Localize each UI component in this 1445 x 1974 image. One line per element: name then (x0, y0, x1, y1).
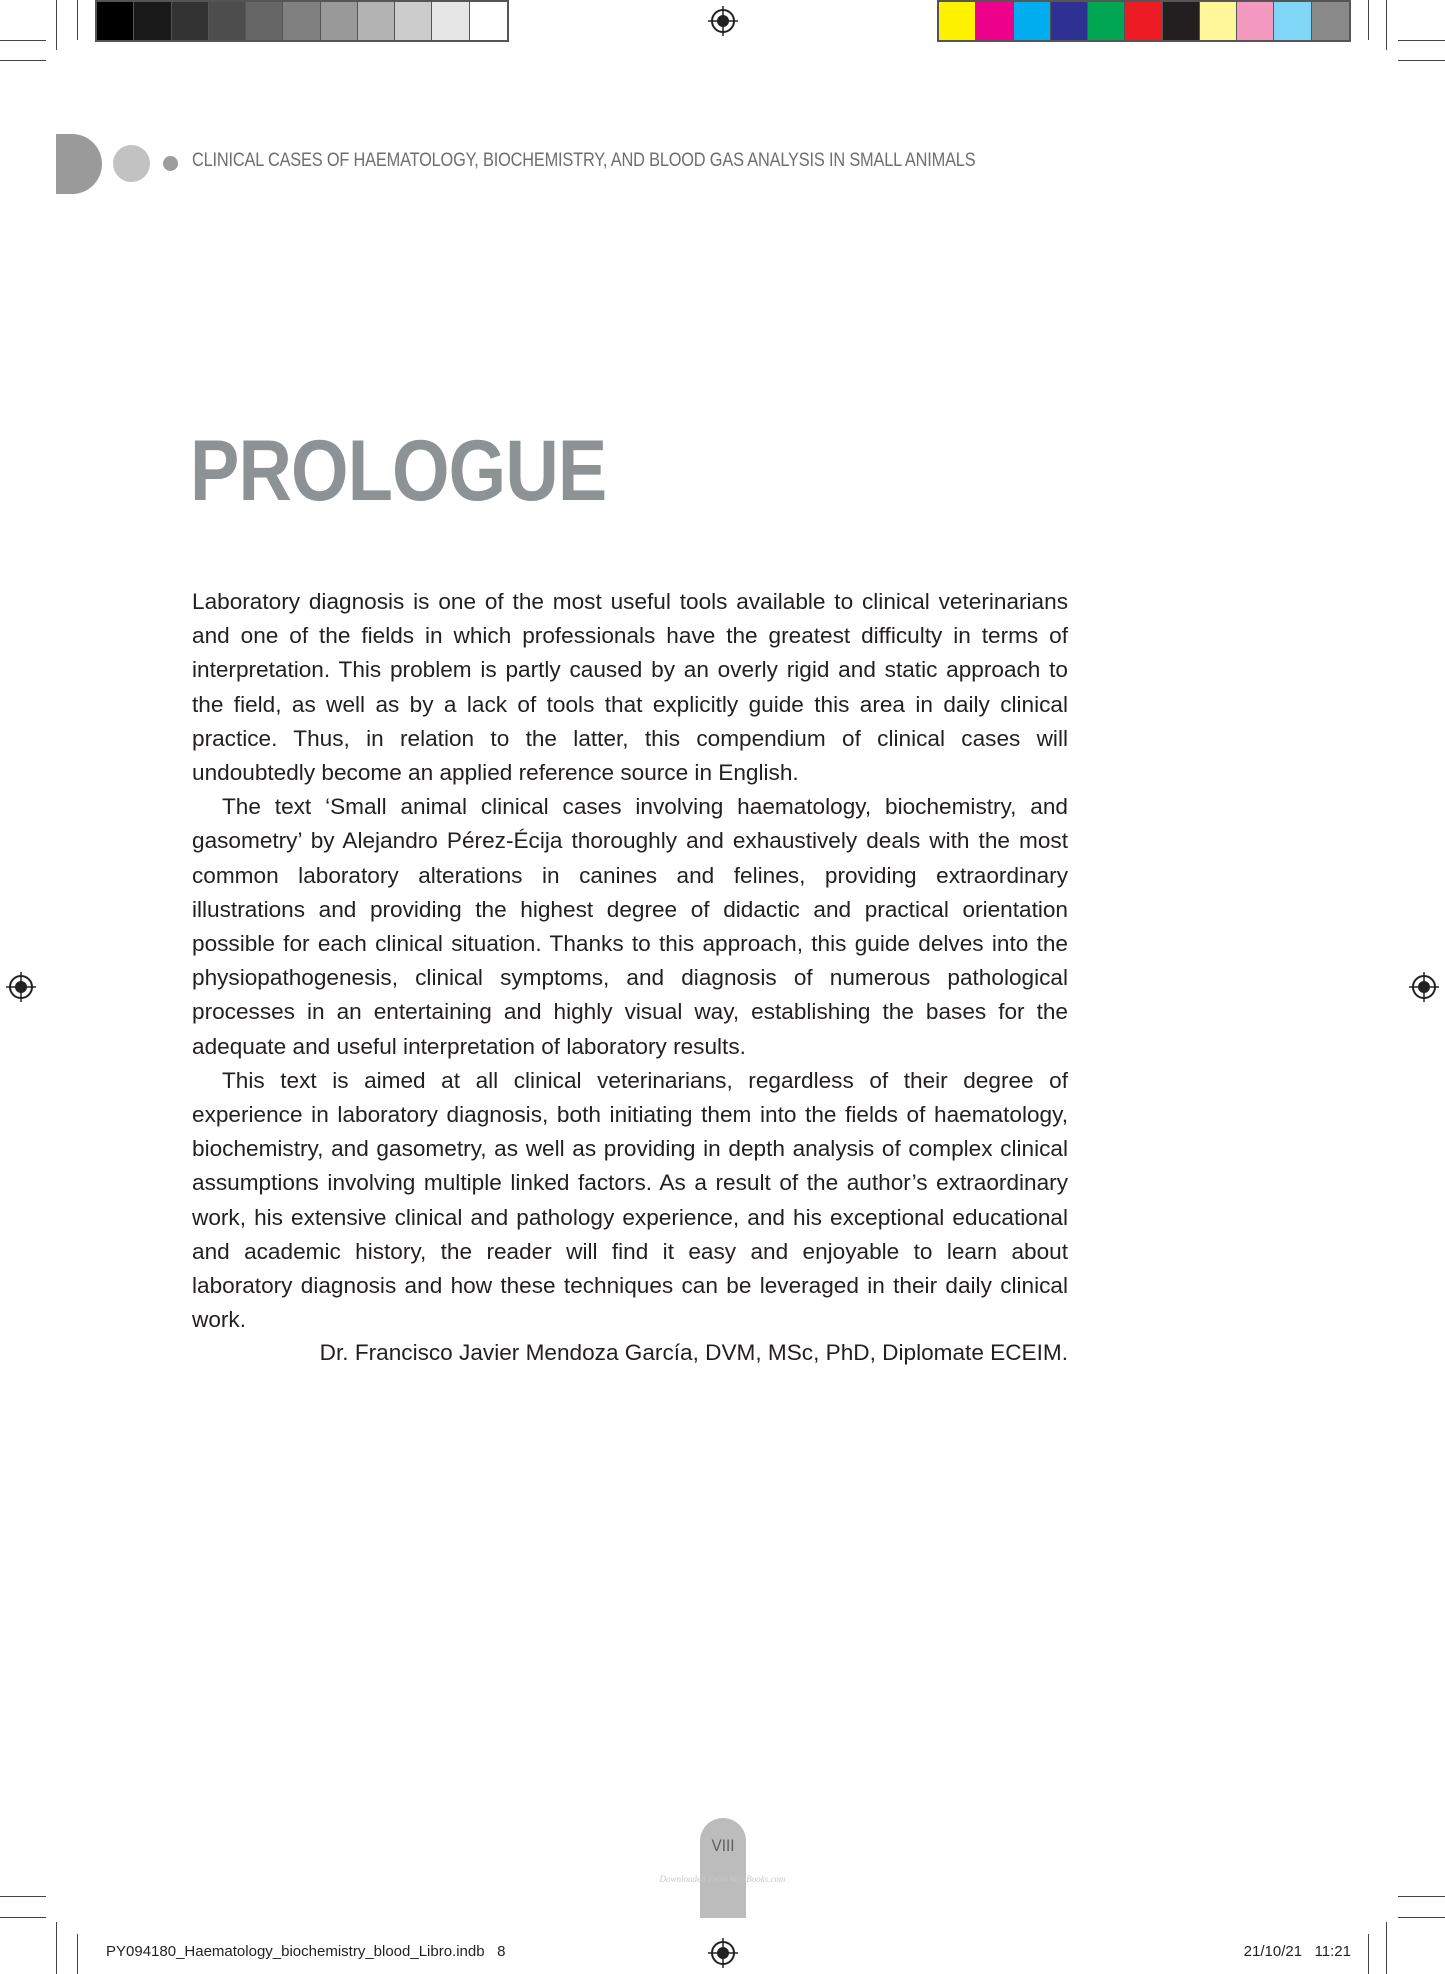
crop-mark-top-right-v (1386, 0, 1387, 50)
running-head: CLINICAL CASES OF HAEMATOLOGY, BIOCHEMISTRY, AND BLOOD GAS ANALYSIS IN SMALL ANIMALS (192, 150, 976, 171)
header-decor-small-dot (163, 156, 178, 171)
grey-swatch (134, 2, 171, 40)
color-swatch (1088, 2, 1125, 40)
grey-swatch (321, 2, 358, 40)
registration-target-right-icon (1409, 972, 1439, 1002)
color-swatch (939, 2, 976, 40)
crop-mark-bottom-right-h (1398, 1896, 1445, 1897)
crop-mark-bottom-right-v2 (1368, 1934, 1369, 1974)
crop-mark-bottom-left-h (0, 1896, 46, 1897)
crop-mark-side-right-a (1398, 40, 1445, 41)
color-swatch (1125, 2, 1162, 40)
color-swatch (1051, 2, 1088, 40)
grey-swatch (432, 2, 469, 40)
grey-swatch (470, 2, 507, 40)
color-swatch (1237, 2, 1274, 40)
grey-swatch (246, 2, 283, 40)
slug-datetime: 21/10/21 11:21 (1243, 1943, 1351, 1960)
registration-target-top-icon (708, 6, 738, 36)
crop-mark-bottom-left-v2 (77, 1934, 78, 1974)
grey-swatch (172, 2, 209, 40)
color-swatch (1200, 2, 1237, 40)
watermark: Downloaded From VeeeBooks.com (659, 1874, 786, 1884)
header-decor-large-dot (56, 134, 102, 194)
crop-mark-top-left-v2 (77, 0, 78, 40)
slug-filename: PY094180_Haematology_biochemistry_blood_Libro.indb 8 (106, 1943, 506, 1960)
crop-mark-bottom-right-v (1386, 1922, 1387, 1974)
crop-mark-top-left-h (0, 60, 46, 61)
color-swatch (1163, 2, 1200, 40)
color-swatch (1274, 2, 1311, 40)
grey-swatch (395, 2, 432, 40)
folio-tab (700, 1818, 746, 1918)
color-calibration-bar (937, 0, 1351, 42)
author-signature: Dr. Francisco Javier Mendoza García, DVM, MSc, PhD, Diplomate ECEIM. (319, 1340, 1068, 1365)
prologue-body (192, 585, 1068, 1337)
registration-target-bottom-icon (708, 1938, 738, 1968)
crop-mark-side-left-b (0, 1917, 46, 1918)
crop-mark-side-right-b (1398, 1917, 1445, 1918)
grey-swatch (97, 2, 134, 40)
paragraph-3: This text is aimed at all clinical veterinarians, regardless of their degree of experience in laboratory diagnosis, both initiating them into the fields of haematology, biochemistry, and gasometry, as well as providing in depth analysis of complex clinical assumptions involving multiple linked factors. As a result of the author’s extraordinary work, his extensive clinical and pathology experience, and his exceptional educational and academic history, the reader will find it easy and enjoyable to learn about laboratory diagnosis and how these techniques can be leveraged in their daily clinical work. (192, 1067, 1068, 1333)
color-swatch (1312, 2, 1349, 40)
page-number: VIII (711, 1836, 735, 1855)
grey-calibration-bar (95, 0, 509, 42)
paragraph-2: The text ‘Small animal clinical cases involving haematology, biochemistry, and gasometry’ by Alejandro Pérez-Écija thoroughly and exhaustively deals with the most common laboratory alterations in canines and felines, providing extraordinary illustrations and providing the highest degree of didactic and practical orientation possible for each clinical situation. Thanks to this approach, this guide delves into the physiopathogenesis, clinical symptoms, and diagnosis of numerous pathological processes in an entertaining and highly visual way, establishing the bases for the adequate and useful interpretation of laboratory results. (192, 794, 1068, 1059)
grey-swatch (358, 2, 395, 40)
color-swatch (1014, 2, 1051, 40)
crop-mark-side-left-a (0, 40, 46, 41)
header-decor-medium-dot (113, 145, 150, 182)
paragraph-1: Laboratory diagnosis is one of the most useful tools available to clinical veterinarians and one of the fields in which professionals have the greatest difficulty in terms of interpretation. This problem is partly caused by an overly rigid and static approach to the field, as well as by a lack of tools that explicitly guide this area in daily clinical practice. Thus, in relation to the latter, this compendium of clinical cases will undoubtedly become an applied reference source in English. (192, 589, 1068, 786)
crop-mark-top-right-v2 (1368, 0, 1369, 40)
registration-target-left-icon (6, 972, 36, 1002)
page-title: PROLOGUE (190, 423, 607, 519)
grey-swatch (209, 2, 246, 40)
crop-mark-top-left-v (56, 0, 57, 50)
grey-swatch (283, 2, 320, 40)
crop-mark-top-right-h (1398, 60, 1445, 61)
crop-mark-bottom-left-v (56, 1922, 57, 1974)
color-swatch (976, 2, 1013, 40)
